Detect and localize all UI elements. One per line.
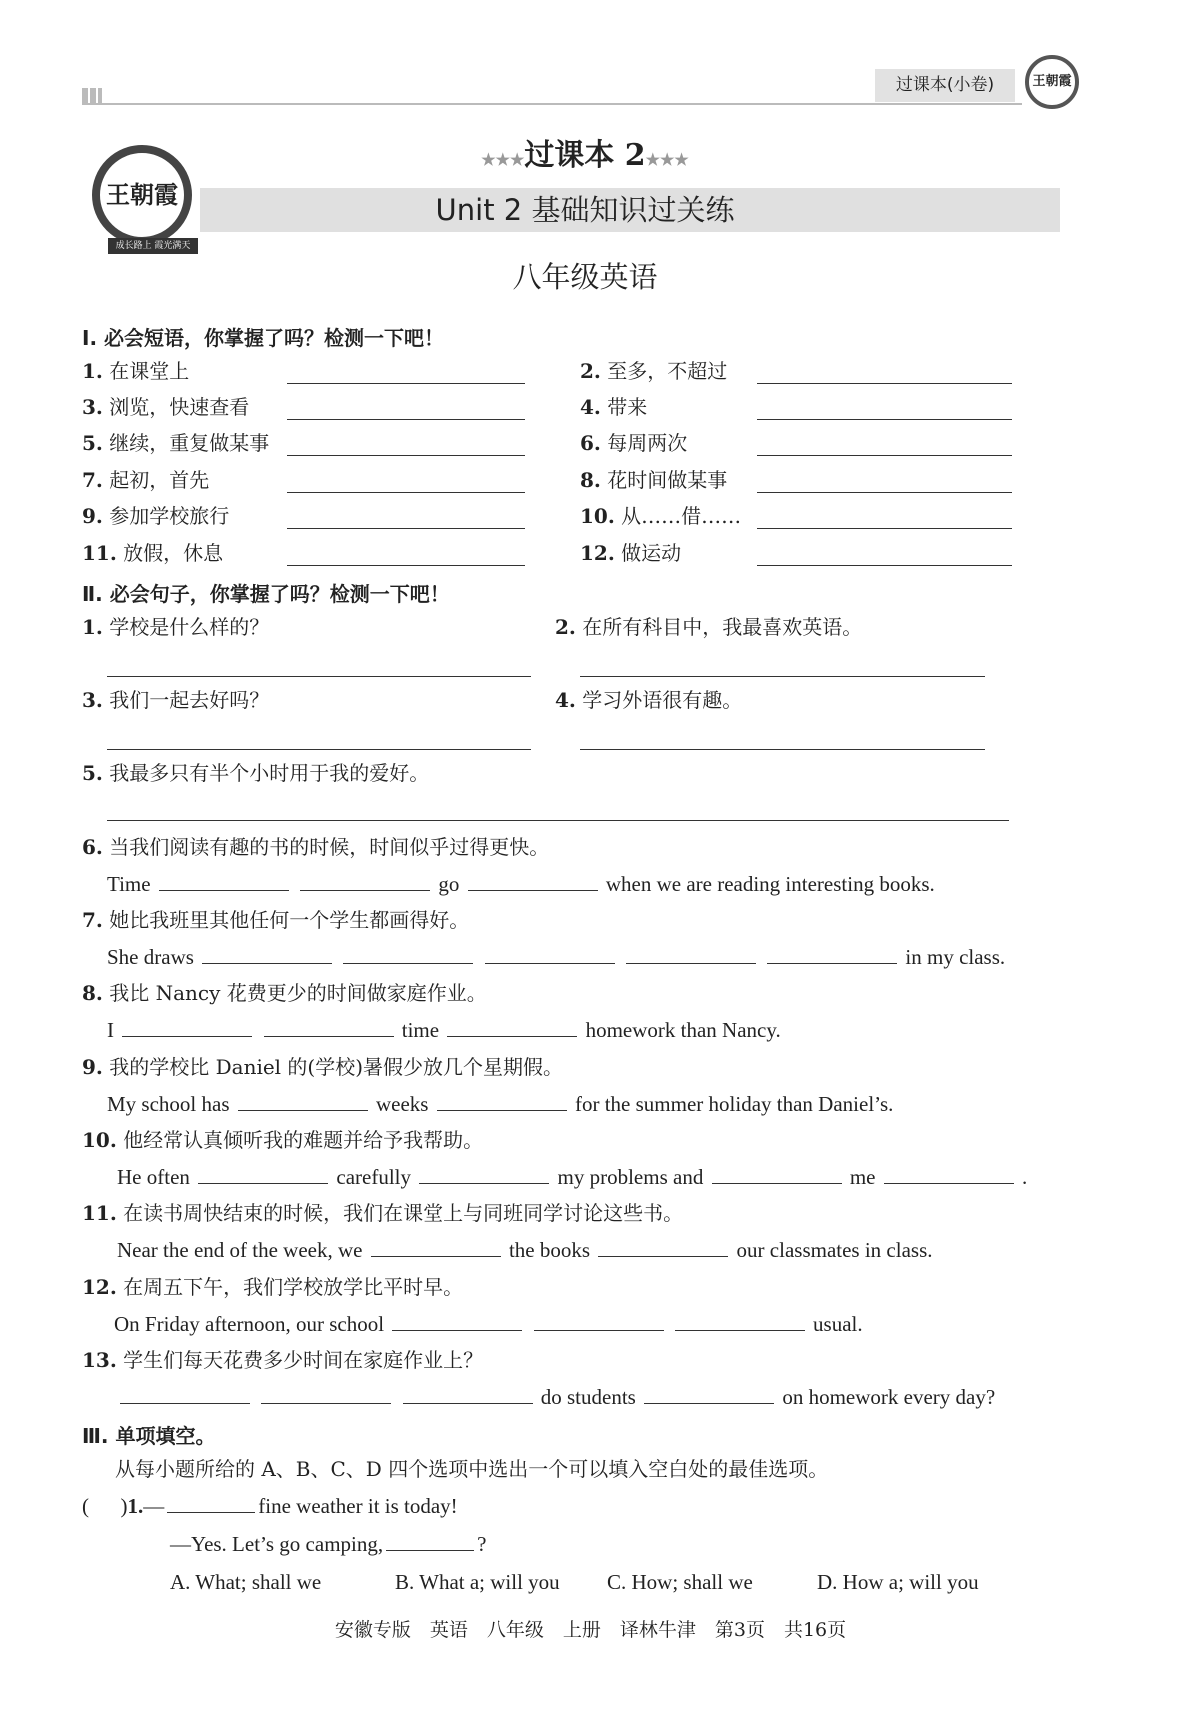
item-number: 3. — [82, 395, 103, 419]
phrase-item — [82, 357, 189, 385]
blank[interactable] — [120, 1384, 250, 1404]
item-text: 她比我班里其他任何一个学生都画得好。 — [109, 908, 470, 932]
blank[interactable] — [468, 871, 598, 891]
sentence-item — [82, 906, 469, 934]
s2-item-3 — [82, 686, 269, 714]
question-1 — [82, 1492, 458, 1520]
blank[interactable] — [712, 1164, 842, 1184]
option-d[interactable]: D. How a; will you — [817, 1570, 979, 1594]
answer-line[interactable] — [580, 676, 985, 677]
sentence-item — [82, 1273, 463, 1301]
english-text: do students — [540, 1385, 636, 1409]
item-number: 10. — [580, 504, 615, 528]
blank[interactable] — [261, 1384, 391, 1404]
english-text: for the summer holiday than Daniel’s. — [574, 1092, 894, 1116]
brand-logo-small: 王朝霞 — [1025, 55, 1079, 109]
blank[interactable] — [447, 1017, 577, 1037]
item-text: 我最多只有半个小时用于我的爱好。 — [109, 761, 430, 785]
phrase-item — [82, 466, 209, 494]
english-text: in my class. — [905, 945, 1006, 969]
sentence-item — [82, 1126, 483, 1154]
item-number: 3. — [82, 688, 103, 712]
answer-bracket[interactable]: ( ) — [82, 1494, 128, 1518]
english-sentence — [114, 1310, 863, 1338]
blank[interactable] — [300, 871, 430, 891]
item-number: 8. — [82, 981, 103, 1005]
item-number: 4. — [555, 688, 576, 712]
blank[interactable] — [419, 1164, 549, 1184]
s2-item-4 — [555, 686, 742, 714]
item-number: 12. — [82, 1275, 117, 1299]
answer-line[interactable] — [580, 749, 985, 750]
reply-end: ? — [477, 1532, 487, 1556]
item-number: 9. — [82, 504, 103, 528]
english-text: when we are reading interesting books. — [605, 872, 935, 896]
item-text: 在所有科目中，我最喜欢英语。 — [582, 615, 863, 639]
item-text: 在读书周快结束的时候，我们在课堂上与同班同学讨论这些书。 — [123, 1201, 684, 1225]
question-1-reply — [170, 1530, 486, 1558]
item-number: 4. — [580, 395, 601, 419]
item-number: 1. — [82, 615, 103, 639]
english-text: usual. — [813, 1312, 863, 1336]
header-tag: 过课本(小卷) — [875, 69, 1015, 102]
english-text: the books — [508, 1238, 591, 1262]
blank[interactable] — [598, 1237, 728, 1257]
item-text: 我们一起去好吗？ — [109, 688, 270, 712]
stars-left: ★★★ — [481, 150, 525, 169]
item-number: 6. — [580, 431, 601, 455]
blank[interactable] — [767, 944, 897, 964]
english-sentence — [117, 1236, 933, 1264]
item-text: 从……借…… — [621, 504, 742, 528]
blank[interactable] — [534, 1311, 664, 1331]
item-text: 在课堂上 — [109, 359, 190, 383]
answer-line[interactable] — [107, 820, 1009, 821]
answer-line[interactable] — [757, 565, 1012, 566]
blank[interactable] — [238, 1091, 368, 1111]
option-c[interactable]: C. How; shall we — [607, 1570, 753, 1594]
item-text: 在周五下午，我们学校放学比平时早。 — [123, 1275, 464, 1299]
english-sentence — [117, 1163, 1027, 1191]
english-text: time — [401, 1018, 440, 1042]
answer-line[interactable] — [287, 455, 525, 456]
item-number: 6. — [82, 835, 103, 859]
answer-line[interactable] — [757, 419, 1012, 420]
blank[interactable] — [167, 1493, 255, 1513]
option-b[interactable]: B. What a; will you — [395, 1570, 560, 1594]
item-text: 继续，重复做某事 — [109, 431, 270, 455]
english-text: On Friday afternoon, our school — [114, 1312, 385, 1336]
english-text: go — [438, 872, 460, 896]
phrase-item — [82, 393, 249, 421]
item-text: 放假，休息 — [123, 541, 224, 565]
blank[interactable] — [198, 1164, 328, 1184]
item-text: 做运动 — [621, 541, 682, 565]
item-text: 花时间做某事 — [607, 468, 728, 492]
item-number: 9. — [82, 1055, 103, 1079]
section3-instruction: 从每小题所给的 A、B、C、D 四个选项中选出一个可以填入空白处的最佳选项。 — [115, 1457, 829, 1481]
english-text: I — [107, 1018, 114, 1042]
blank[interactable] — [392, 1311, 522, 1331]
english-text: He often — [117, 1165, 190, 1189]
book-title-text: 过课本 2 — [524, 138, 646, 173]
dash: — — [143, 1494, 165, 1518]
phrase-item — [580, 502, 741, 530]
item-number: 12. — [580, 541, 615, 565]
item-text: 每周两次 — [607, 431, 688, 455]
english-text: homework than Nancy. — [585, 1018, 781, 1042]
english-text: me — [849, 1165, 876, 1189]
item-number: 7. — [82, 908, 103, 932]
answer-line[interactable] — [287, 565, 525, 566]
blank[interactable] — [122, 1017, 252, 1037]
reply-text: —Yes. Let’s go camping, — [170, 1532, 384, 1556]
corner-decoration — [82, 88, 102, 104]
item-number: 5. — [82, 761, 103, 785]
section3-heading: Ⅲ. 单项填空。 — [82, 1424, 216, 1448]
english-sentence — [107, 1090, 893, 1118]
blank[interactable] — [371, 1237, 501, 1257]
item-text: 学校是什么样的？ — [109, 615, 270, 639]
blank[interactable] — [644, 1384, 774, 1404]
blank[interactable] — [675, 1311, 805, 1331]
english-sentence — [117, 1383, 995, 1411]
answer-line[interactable] — [287, 528, 525, 529]
answer-line[interactable] — [107, 676, 531, 677]
brand-logo: 王朝霞 — [92, 145, 192, 245]
item-number: 10. — [82, 1128, 117, 1152]
phrase-item — [580, 429, 687, 457]
answer-line[interactable] — [287, 492, 525, 493]
item-text: 学生们每天花费多少时间在家庭作业上？ — [123, 1348, 484, 1372]
logo-motto: 成长路上 霞光满天 — [108, 238, 198, 254]
item-number: 1. — [82, 359, 103, 383]
page-footer: 安徽专版 英语 八年级 上册 译林牛津 第3页 共16页 — [334, 1619, 847, 1641]
item-number: 13. — [82, 1348, 117, 1372]
english-text: My school has — [107, 1092, 230, 1116]
phrase-item — [580, 466, 727, 494]
answer-line[interactable] — [757, 455, 1012, 456]
section1-heading: Ⅰ. 必会短语，你掌握了吗？检测一下吧！ — [82, 326, 445, 350]
phrase-item — [82, 539, 223, 567]
sentence-item — [82, 1053, 563, 1081]
item-number: 1. — [127, 1494, 144, 1518]
blank[interactable] — [626, 944, 756, 964]
answer-line[interactable] — [287, 419, 525, 420]
phrase-item — [82, 502, 229, 530]
english-text: carefully — [336, 1165, 412, 1189]
item-number: 7. — [82, 468, 103, 492]
blank[interactable] — [485, 944, 615, 964]
english-text: our classmates in class. — [736, 1238, 933, 1262]
english-text: on homework every day? — [782, 1385, 996, 1409]
item-number: 11. — [82, 541, 117, 565]
english-sentence — [107, 943, 1005, 971]
item-number: 2. — [580, 359, 601, 383]
s2-item-5 — [82, 759, 429, 787]
item-text: 当我们阅读有趣的书的时候，时间似乎过得更快。 — [109, 835, 550, 859]
item-text: 他经常认真倾听我的难题并给予我帮助。 — [123, 1128, 484, 1152]
item-text: 浏览，快速查看 — [109, 395, 250, 419]
sentence-item — [82, 833, 549, 861]
blank[interactable] — [202, 944, 332, 964]
blank[interactable] — [159, 871, 289, 891]
phrase-item — [82, 429, 269, 457]
question-text: fine weather it is today! — [258, 1494, 458, 1518]
item-number: 11. — [82, 1201, 117, 1225]
english-sentence — [107, 1016, 781, 1044]
blank[interactable] — [264, 1017, 394, 1037]
phrase-item — [580, 357, 727, 385]
blank[interactable] — [884, 1164, 1014, 1184]
s2-item-2 — [555, 613, 862, 641]
english-text: . — [1021, 1165, 1028, 1189]
book-title — [385, 130, 785, 174]
english-text: Time — [107, 872, 151, 896]
item-text: 参加学校旅行 — [109, 504, 230, 528]
blank[interactable] — [403, 1384, 533, 1404]
header-rule — [82, 103, 1022, 105]
s2-item-1 — [82, 613, 269, 641]
item-text: 至多，不超过 — [607, 359, 728, 383]
stars-right: ★★★ — [645, 150, 689, 169]
item-number: 2. — [555, 615, 576, 639]
english-text: my problems and — [557, 1165, 704, 1189]
sentence-item — [82, 1346, 483, 1374]
phrase-item — [580, 393, 647, 421]
english-text: Near the end of the week, we — [117, 1238, 363, 1262]
item-text: 我的学校比 Daniel 的(学校)暑假少放几个星期假。 — [109, 1055, 564, 1079]
subject-title: 八年级英语 — [512, 260, 658, 294]
phrase-item — [580, 539, 681, 567]
option-a[interactable]: A. What; shall we — [170, 1570, 322, 1594]
english-text: weeks — [376, 1092, 429, 1116]
item-text: 学习外语很有趣。 — [582, 688, 743, 712]
item-text: 起初，首先 — [109, 468, 210, 492]
blank[interactable] — [343, 944, 473, 964]
item-text: 我比 Nancy 花费更少的时间做家庭作业。 — [109, 981, 487, 1005]
blank[interactable] — [437, 1091, 567, 1111]
item-number: 8. — [580, 468, 601, 492]
item-text: 带来 — [607, 395, 648, 419]
english-text: She draws — [107, 945, 194, 969]
sentence-item — [82, 1199, 683, 1227]
unit-title: Unit 2 基础知识过关练 — [435, 193, 735, 227]
section2-heading: Ⅱ. 必会句子，你掌握了吗？检测一下吧！ — [82, 582, 450, 606]
answer-line[interactable] — [757, 528, 1012, 529]
answer-line[interactable] — [757, 383, 1012, 384]
english-sentence — [107, 870, 935, 898]
sentence-item — [82, 979, 487, 1007]
answer-line[interactable] — [757, 492, 1012, 493]
answer-line[interactable] — [287, 383, 525, 384]
answer-line[interactable] — [107, 749, 531, 750]
item-number: 5. — [82, 431, 103, 455]
blank[interactable] — [386, 1531, 474, 1551]
